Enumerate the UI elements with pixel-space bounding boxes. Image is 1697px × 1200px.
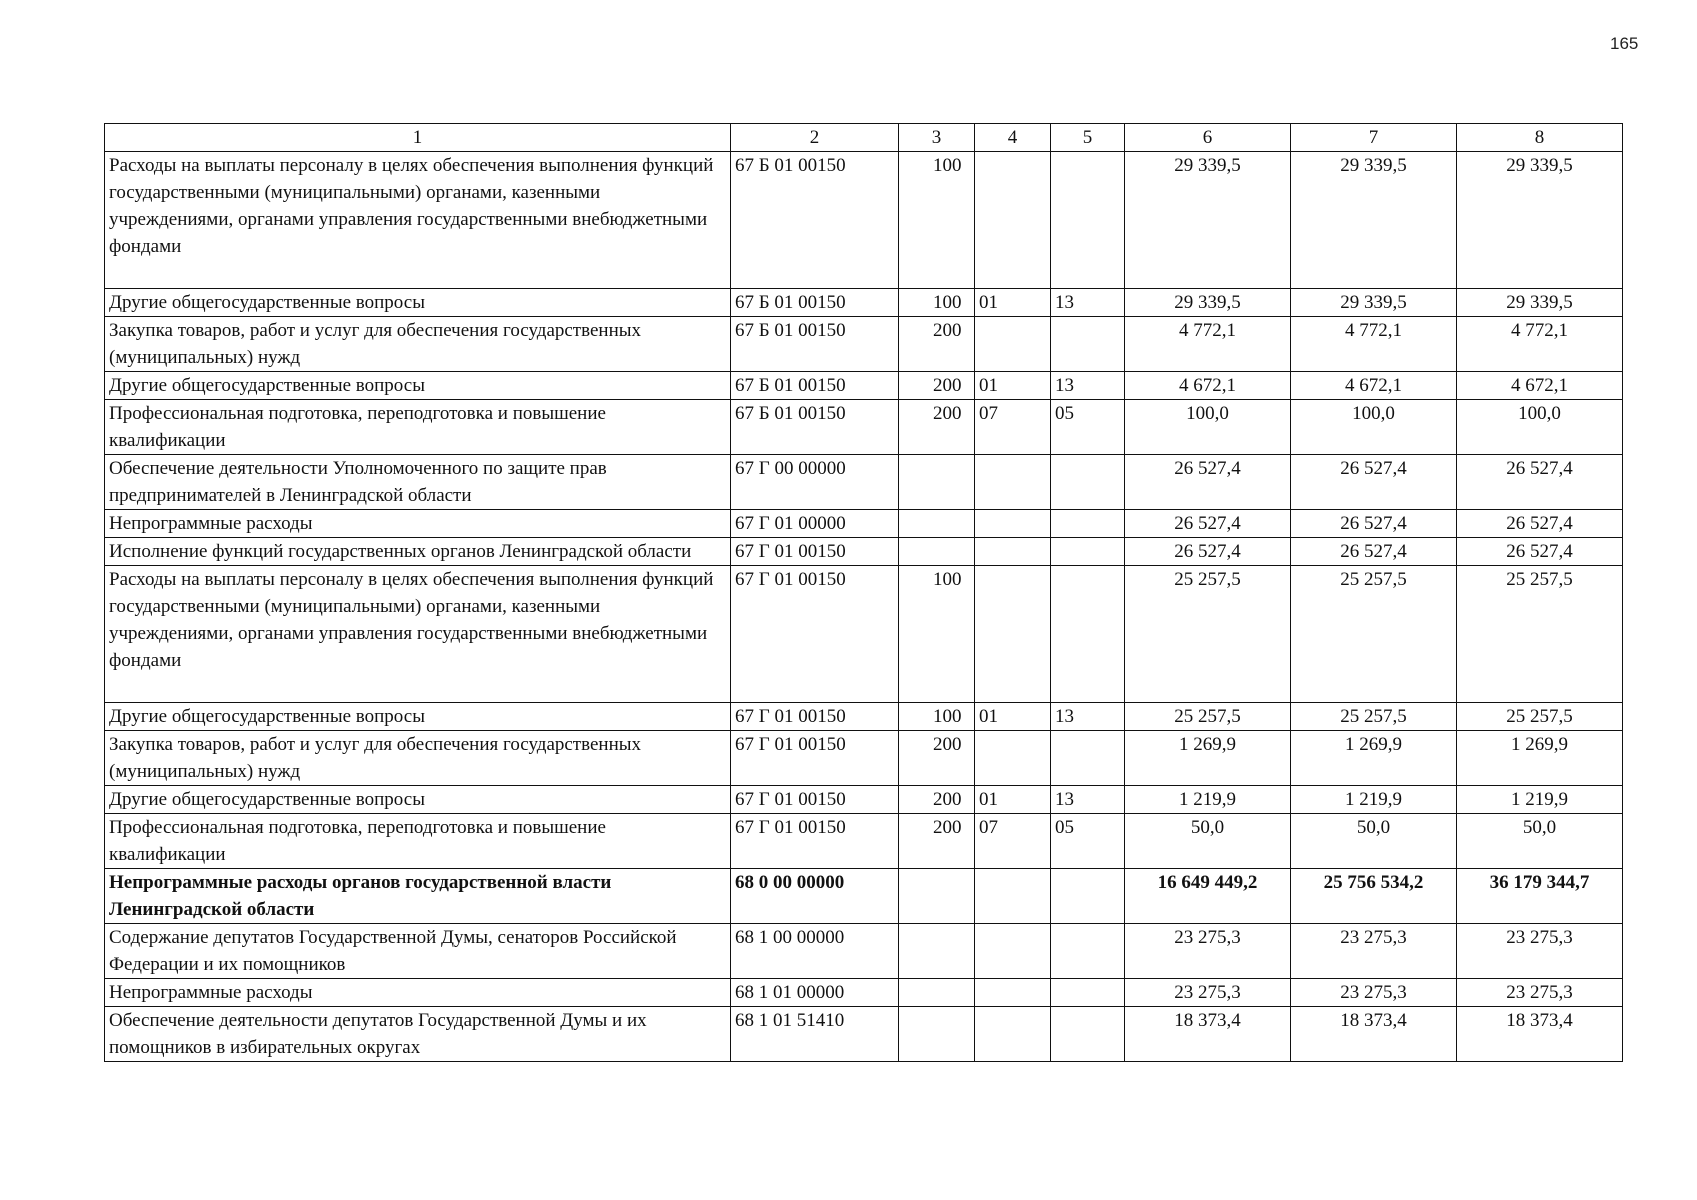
row-value6-cell: 29 339,5 [1125,152,1291,289]
table-row [105,400,1623,455]
page-number: 165 [1610,34,1639,53]
row-value8-cell: 50,0 [1457,814,1623,869]
row-value7-cell: 50,0 [1291,814,1457,869]
row-col3-cell [899,510,975,538]
row-value7-cell: 4 672,1 [1291,372,1457,400]
row-name-cell: Непрограммные расходы органов государственной власти Ленинградской области [105,869,731,924]
row-value8-cell: 25 257,5 [1457,566,1623,703]
table-row [105,979,1623,1007]
row-value7-cell: 23 275,3 [1291,979,1457,1007]
row-value8-cell: 26 527,4 [1457,510,1623,538]
row-value8-cell: 4 672,1 [1457,372,1623,400]
row-col4-cell [975,924,1051,979]
row-col5-cell [1051,731,1125,786]
row-value6-cell: 25 257,5 [1125,566,1291,703]
row-name-cell: Расходы на выплаты персоналу в целях обеспечения выполнения функций государственными (муниципальными) органами, казенными учреждениями, органами управления государственными внебюджетными фондами [105,152,731,289]
row-code-cell: 67 Б 01 00150 [731,317,899,372]
row-col3-cell [899,979,975,1007]
row-name-cell: Содержание депутатов Государственной Думы, сенаторов Российской Федерации и их помощников [105,924,731,979]
row-name-cell: Непрограммные расходы [105,510,731,538]
header-cell: 7 [1291,124,1457,152]
row-col5-cell: 13 [1051,372,1125,400]
row-col4-cell [975,979,1051,1007]
row-col5-cell: 05 [1051,814,1125,869]
row-col5-cell [1051,869,1125,924]
row-value6-cell: 1 269,9 [1125,731,1291,786]
row-col5-cell: 13 [1051,703,1125,731]
row-code-cell: 67 Г 01 00150 [731,786,899,814]
row-code-cell: 67 Б 01 00150 [731,400,899,455]
row-col5-cell [1051,566,1125,703]
header-cell: 8 [1457,124,1623,152]
table-row [105,869,1623,924]
table-row [105,703,1623,731]
row-name-cell: Расходы на выплаты персоналу в целях обеспечения выполнения функций государственными (муниципальными) органами, казенными учреждениями, органами управления государственными внебюджетными фондами [105,566,731,703]
table-row [105,152,1623,289]
table-row [105,786,1623,814]
row-col5-cell [1051,979,1125,1007]
row-code-cell: 67 Г 01 00150 [731,814,899,869]
row-code-cell: 67 Г 01 00150 [731,703,899,731]
row-col4-cell: 01 [975,372,1051,400]
row-name-cell: Другие общегосударственные вопросы [105,372,731,400]
row-value8-cell: 23 275,3 [1457,979,1623,1007]
row-value6-cell: 26 527,4 [1125,538,1291,566]
header-cell: 5 [1051,124,1125,152]
table-row [105,372,1623,400]
row-value7-cell: 25 257,5 [1291,703,1457,731]
row-col3-cell [899,455,975,510]
row-name-cell: Закупка товаров, работ и услуг для обеспечения государственных (муниципальных) нужд [105,731,731,786]
row-value7-cell: 26 527,4 [1291,455,1457,510]
table-row [105,814,1623,869]
row-code-cell: 68 1 01 00000 [731,979,899,1007]
row-col4-cell: 01 [975,703,1051,731]
row-name-cell: Непрограммные расходы [105,979,731,1007]
row-col4-cell: 07 [975,814,1051,869]
row-col5-cell [1051,317,1125,372]
table-row [105,538,1623,566]
row-value6-cell: 50,0 [1125,814,1291,869]
row-value6-cell: 25 257,5 [1125,703,1291,731]
row-value8-cell: 26 527,4 [1457,455,1623,510]
row-col5-cell [1051,152,1125,289]
row-value8-cell: 29 339,5 [1457,289,1623,317]
row-value8-cell: 4 772,1 [1457,317,1623,372]
row-name-cell: Исполнение функций государственных органов Ленинградской области [105,538,731,566]
row-name-cell: Обеспечение деятельности Уполномоченного по защите прав предпринимателей в Ленинградской области [105,455,731,510]
row-value6-cell: 16 649 449,2 [1125,869,1291,924]
row-col4-cell [975,731,1051,786]
row-value7-cell: 25 756 534,2 [1291,869,1457,924]
row-value7-cell: 18 373,4 [1291,1007,1457,1062]
row-col4-cell [975,566,1051,703]
table-header-row [105,124,1623,152]
row-code-cell: 67 Б 01 00150 [731,152,899,289]
row-col3-cell: 100 [899,566,975,703]
row-value8-cell: 18 373,4 [1457,1007,1623,1062]
row-col3-cell [899,924,975,979]
row-value6-cell: 29 339,5 [1125,289,1291,317]
row-col5-cell [1051,455,1125,510]
row-col4-cell [975,869,1051,924]
row-value7-cell: 23 275,3 [1291,924,1457,979]
table-row [105,317,1623,372]
row-value6-cell: 23 275,3 [1125,979,1291,1007]
table-row [105,455,1623,510]
row-value8-cell: 25 257,5 [1457,703,1623,731]
row-name-cell: Закупка товаров, работ и услуг для обеспечения государственных (муниципальных) нужд [105,317,731,372]
row-name-cell: Профессиональная подготовка, переподготовка и повышение квалификации [105,400,731,455]
row-value7-cell: 1 219,9 [1291,786,1457,814]
row-value6-cell: 26 527,4 [1125,510,1291,538]
row-col4-cell: 01 [975,289,1051,317]
row-code-cell: 68 1 00 00000 [731,924,899,979]
row-value6-cell: 26 527,4 [1125,455,1291,510]
row-col3-cell: 200 [899,400,975,455]
row-name-cell: Профессиональная подготовка, переподготовка и повышение квалификации [105,814,731,869]
row-col3-cell: 200 [899,372,975,400]
row-value7-cell: 26 527,4 [1291,510,1457,538]
table-row [105,1007,1623,1062]
header-cell: 1 [105,124,731,152]
row-col4-cell [975,152,1051,289]
row-col3-cell: 200 [899,786,975,814]
row-col4-cell [975,538,1051,566]
row-value7-cell: 100,0 [1291,400,1457,455]
row-col3-cell [899,1007,975,1062]
header-cell: 2 [731,124,899,152]
row-code-cell: 67 Г 01 00000 [731,510,899,538]
row-value8-cell: 1 269,9 [1457,731,1623,786]
row-code-cell: 67 Г 01 00150 [731,566,899,703]
row-name-cell: Другие общегосударственные вопросы [105,703,731,731]
row-col5-cell [1051,924,1125,979]
row-col4-cell: 01 [975,786,1051,814]
table-row [105,566,1623,703]
row-value7-cell: 29 339,5 [1291,152,1457,289]
header-cell: 3 [899,124,975,152]
row-col5-cell: 05 [1051,400,1125,455]
row-col4-cell: 07 [975,400,1051,455]
row-col3-cell: 100 [899,152,975,289]
row-code-cell: 67 Г 00 00000 [731,455,899,510]
header-cell: 6 [1125,124,1291,152]
row-value6-cell: 18 373,4 [1125,1007,1291,1062]
row-value6-cell: 23 275,3 [1125,924,1291,979]
row-col3-cell: 100 [899,289,975,317]
row-value8-cell: 36 179 344,7 [1457,869,1623,924]
row-code-cell: 67 Б 01 00150 [731,289,899,317]
row-code-cell: 67 Г 01 00150 [731,538,899,566]
row-value8-cell: 26 527,4 [1457,538,1623,566]
row-value6-cell: 4 772,1 [1125,317,1291,372]
row-col4-cell [975,1007,1051,1062]
row-code-cell: 68 0 00 00000 [731,869,899,924]
row-col5-cell: 13 [1051,289,1125,317]
row-col3-cell: 200 [899,814,975,869]
row-value7-cell: 4 772,1 [1291,317,1457,372]
row-col3-cell: 100 [899,703,975,731]
table-row [105,731,1623,786]
row-col5-cell [1051,510,1125,538]
row-col3-cell: 200 [899,731,975,786]
row-value7-cell: 1 269,9 [1291,731,1457,786]
row-code-cell: 67 Б 01 00150 [731,372,899,400]
row-value7-cell: 29 339,5 [1291,289,1457,317]
row-value6-cell: 100,0 [1125,400,1291,455]
row-value8-cell: 100,0 [1457,400,1623,455]
row-name-cell: Другие общегосударственные вопросы [105,786,731,814]
row-code-cell: 67 Г 01 00150 [731,731,899,786]
row-name-cell: Обеспечение деятельности депутатов Государственной Думы и их помощников в избирательных округах [105,1007,731,1062]
row-col4-cell [975,510,1051,538]
table-row [105,924,1623,979]
row-col3-cell [899,869,975,924]
table-row [105,289,1623,317]
row-value8-cell: 29 339,5 [1457,152,1623,289]
row-col3-cell [899,538,975,566]
row-col5-cell [1051,1007,1125,1062]
header-cell: 4 [975,124,1051,152]
row-value8-cell: 23 275,3 [1457,924,1623,979]
row-name-cell: Другие общегосударственные вопросы [105,289,731,317]
table-row [105,510,1623,538]
row-value8-cell: 1 219,9 [1457,786,1623,814]
budget-table [104,123,1623,1062]
row-value6-cell: 1 219,9 [1125,786,1291,814]
row-col3-cell: 200 [899,317,975,372]
row-value6-cell: 4 672,1 [1125,372,1291,400]
row-value7-cell: 26 527,4 [1291,538,1457,566]
row-col4-cell [975,455,1051,510]
row-code-cell: 68 1 01 51410 [731,1007,899,1062]
row-col5-cell [1051,538,1125,566]
row-value7-cell: 25 257,5 [1291,566,1457,703]
row-col4-cell [975,317,1051,372]
row-col5-cell: 13 [1051,786,1125,814]
